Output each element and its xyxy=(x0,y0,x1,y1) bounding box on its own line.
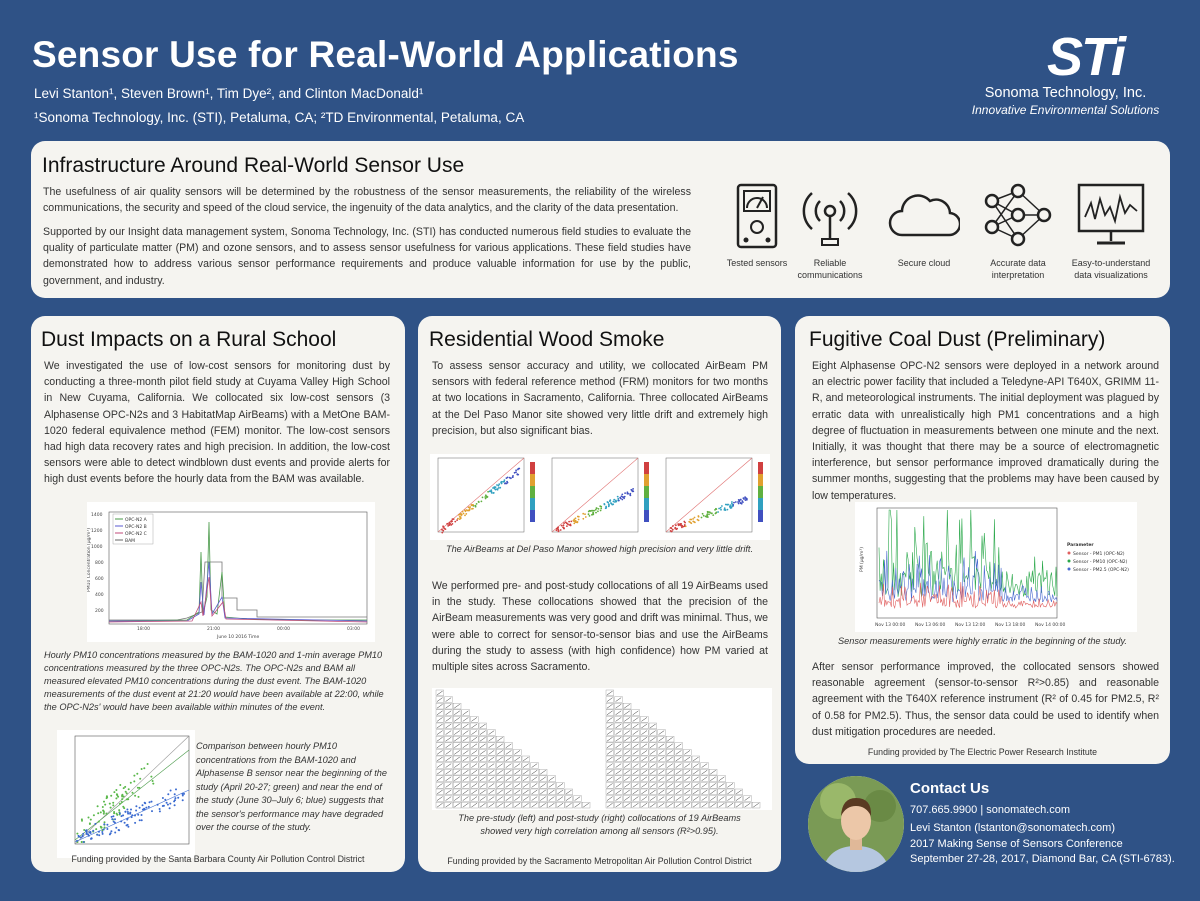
svg-text:600: 600 xyxy=(95,577,104,582)
icon-label: Reliable communications xyxy=(797,258,863,280)
authors: Levi Stanton¹, Steven Brown¹, Tim Dye², and Clinton MacDonald¹ xyxy=(34,86,424,101)
collocation-matrix-panel xyxy=(436,690,590,808)
svg-text:Nov 13 12:00: Nov 13 12:00 xyxy=(955,623,986,628)
collocation-matrix-figure xyxy=(432,688,772,810)
infrastructure-title: Infrastructure Around Real-World Sensor Use xyxy=(42,154,465,177)
monitor-chart-icon xyxy=(1075,181,1147,253)
affiliations: ¹Sonoma Technology, Inc. (STI), Petaluma, CA; ²TD Environmental, Petaluma, CA xyxy=(34,110,525,125)
presenter-photo xyxy=(808,776,904,872)
multimeter-icon xyxy=(732,183,782,253)
dust-chart-xlabel: June 10 2016 Time xyxy=(217,635,260,640)
dust-caption-2: Comparison between hourly PM10 concentrations from the BAM-1020 and Alphasense B sensor near the beginning of the study (April 20-27; green) and near the end of the study (June 30–July 6; blue) suggests that the sensor's performance may have degraded over the course of the study. xyxy=(196,741,388,832)
dust-chart-ylabel: PM10 Concentration (µg/m³) xyxy=(87,528,92,592)
contact-person[interactable]: Levi Stanton (lstanton@sonomatech.com) xyxy=(910,822,1115,834)
tested-sensors-item xyxy=(717,183,797,269)
data-visualization-item xyxy=(1067,181,1155,281)
airbeam-scatter-panel xyxy=(666,458,763,532)
svg-text:BAM: BAM xyxy=(125,539,136,544)
wood-caption-2: The pre-study (left) and post-study (right) collocations of 19 AirBeams showed very high correlation among all sensors (R²>0.95). xyxy=(458,813,741,836)
dust-title: Dust Impacts on a Rural School xyxy=(41,328,337,351)
icon-label: Accurate data interpretation xyxy=(990,258,1046,280)
icon-label: Easy-to-understand data visualizations xyxy=(1071,258,1151,280)
airbeam-scatter-panel xyxy=(438,458,535,534)
icon-label: Secure cloud xyxy=(897,258,951,268)
collocation-matrix-panel xyxy=(606,690,760,808)
wood-text-2: We performed pre- and post-study collocations of all 19 AirBeams used in the study. These collocations showed that the precision of the AirBeam measurements was very good and drift was minimal. Thus, we were able to correct for sensor-to-sensor bias and use the AirBeams during the study to assess (with high confidence) how PM varied at multiple sites across Sacramento. xyxy=(432,580,768,674)
dust-funding: Funding provided by the Santa Barbara County Air Pollution Control District xyxy=(71,854,365,864)
wood-funding: Funding provided by the Sacramento Metropolitan Air Pollution Control District xyxy=(447,856,752,866)
contact-title: Contact Us xyxy=(910,780,990,797)
svg-text:Nov 13 00:00: Nov 13 00:00 xyxy=(875,623,906,628)
svg-text:OPC-N2 B: OPC-N2 B xyxy=(125,525,147,530)
logo-mark: STi xyxy=(1046,27,1125,87)
poster-title: Sensor Use for Real-World Applications xyxy=(32,34,739,75)
contact-date: September 27-28, 2017, Diamond Bar, CA (STI-6783). xyxy=(910,853,1175,865)
svg-text:1000: 1000 xyxy=(91,545,103,550)
svg-text:Sensor - PM1 (OPC-N2): Sensor - PM1 (OPC-N2) xyxy=(1073,552,1125,557)
svg-text:400: 400 xyxy=(95,593,104,598)
svg-text:Nov 13 06:00: Nov 13 06:00 xyxy=(915,623,946,628)
contact-conference: 2017 Making Sense of Sensors Conference xyxy=(910,838,1123,850)
dust-timeseries-chart xyxy=(87,502,375,642)
infrastructure-paragraph-1: The usefulness of air quality sensors will be determined by the robustness of the sensor measurements, the reliability of the wireless communications, the security and speed of the cloud service, the ingenuity of the data analytics, and the clarity of the data presentation. xyxy=(43,186,691,215)
svg-text:1400: 1400 xyxy=(91,513,103,518)
svg-text:00:00: 00:00 xyxy=(277,627,290,632)
wood-text-1: To assess sensor accuracy and utility, we collocated AirBeam PM sensors with federal reference method (FRM) monitors for two months at two locations in Sacramento, California. Three collocated AirBeams at the Del Paso Manor site showed very little drift and extremely high precision, but also significant bias. xyxy=(432,360,768,437)
logo-company-name: Sonoma Technology, Inc. xyxy=(984,85,1147,101)
svg-text:1200: 1200 xyxy=(91,529,103,534)
svg-text:OPC-N2 A: OPC-N2 A xyxy=(125,518,147,523)
collocation-matrix-charts xyxy=(432,688,772,810)
coal-timeseries-chart xyxy=(855,502,1137,632)
contact-phone-web[interactable]: 707.665.9900 | sonomatech.com xyxy=(910,804,1071,816)
svg-text:Nov 14 00:00: Nov 14 00:00 xyxy=(1035,623,1066,628)
coal-chart-legend xyxy=(1067,542,1129,573)
accurate-data-item xyxy=(978,183,1058,281)
dust-text: We investigated the use of low-cost sensors for monitoring dust by conducting a three-month pilot field study at Cuyama Valley High School in New Cuyama, California. We collocated six low-cost sensors (3 Alphasense OPC-N2s and 3 HabitatMap AirBeams) with a MetOne BAM-1020 federal equivalence method (FEM) monitor. The low-cost sensors had high data recovery rates and high precision. In addition, the low-cost sensors were able to detect windblown dust events and provide alerts for high dust events before the hourly data from the BAM was available. xyxy=(44,360,390,486)
dust-scatter-figure xyxy=(57,730,195,858)
svg-text:03:00: 03:00 xyxy=(347,627,360,632)
infrastructure-panel xyxy=(31,141,1170,298)
svg-text:Sensor - PM2.5 (OPC-N2): Sensor - PM2.5 (OPC-N2) xyxy=(1073,568,1129,573)
coal-dust-panel xyxy=(795,316,1170,764)
svg-text:21:00: 21:00 xyxy=(207,627,220,632)
wood-title: Residential Wood Smoke xyxy=(429,328,665,351)
dust-chart-legend xyxy=(113,514,153,544)
wood-caption-1: The AirBeams at Del Paso Manor showed high precision and very little drift. xyxy=(445,544,754,554)
svg-text:18:00: 18:00 xyxy=(137,627,150,632)
neural-network-icon xyxy=(982,183,1054,253)
svg-text:Nov 13 18:00: Nov 13 18:00 xyxy=(995,623,1026,628)
dust-panel xyxy=(31,316,405,872)
svg-text:PM (µg/m³): PM (µg/m³) xyxy=(860,547,865,572)
antenna-icon xyxy=(800,183,860,253)
wood-smoke-panel xyxy=(418,316,781,872)
coal-text-1: Eight Alphasense OPC-N2 sensors were deployed in a network around an electric power facility that included a Teledyne-API T640X, GRIMM 11-R, and meteorological instruments. The initial deployment was plagued by erratic data with unrealistically high PM1 concentrations and a high degree of fluctuation in measurements between one minute and the next. Initially, it was thought that there may be a source of electromagnetic interference, but sensor performance improved dramatically during the summer months, suggesting that the problems may have been caused by low temperatures. xyxy=(812,360,1159,502)
coal-caption: Sensor measurements were highly erratic in the beginning of the study. xyxy=(838,636,1127,646)
reliable-communications-item xyxy=(790,183,870,281)
coal-series-line xyxy=(879,510,1057,597)
svg-text:Sensor - PM10 (OPC-N2): Sensor - PM10 (OPC-N2) xyxy=(1073,560,1128,565)
coal-text-2: After sensor performance improved, the collocated sensors showed reasonable agreement (sensor-to-sensor R²>0.85) and reasonable agreement with the T640X reference instrument (R² of 0.45 for PM2.5, R² of 0.58 for PM2.5). Thus, the sensor data could be used to identify when dust mitigation procedures are needed. xyxy=(812,661,1159,738)
airbeam-scatter-charts xyxy=(430,454,770,540)
coal-title: Fugitive Coal Dust (Preliminary) xyxy=(809,328,1106,351)
dust-caption-1: Hourly PM10 concentrations measured by the BAM-1020 and 1-min average PM10 concentrations measured by the three OPC-N2s. The OPC-N2s and BAM all measured elevated PM10 concentrations during the dust event. The BAM-1020 measurements of the dust event at 21:20 would have been available at 22:00, while the OPC-N2s' would have been available within minutes of the event. xyxy=(44,650,384,712)
logo-tagline: Innovative Environmental Solutions xyxy=(971,103,1160,117)
dust-scatter-chart xyxy=(57,730,195,858)
cloud-icon xyxy=(888,183,960,253)
icon-label: Tested sensors xyxy=(726,258,788,268)
coal-timeseries-figure xyxy=(855,502,1137,632)
svg-text:800: 800 xyxy=(95,561,104,566)
airbeam-scatter-panel xyxy=(552,458,649,532)
coal-funding: Funding provided by The Electric Power Research Institute xyxy=(867,747,1098,757)
svg-text:OPC-N2 C: OPC-N2 C xyxy=(125,532,147,537)
svg-text:200: 200 xyxy=(95,609,104,614)
svg-text:Parameter: Parameter xyxy=(1067,543,1094,548)
dust-timeseries-figure xyxy=(87,502,375,642)
sti-logo xyxy=(958,27,1173,120)
dust-scatter-points xyxy=(76,763,185,843)
infrastructure-paragraph-2: Supported by our Insight data management system, Sonoma Technology, Inc. (STI) has conducted numerous field studies to evaluate the quality of particulate matter (PM) and ozone sensors, and to assess sensor usefulness for various applications. These field studies have demonstrated how to address various sensor performance requirements and produce valuable information for use by the public, government, and industry. xyxy=(43,226,691,287)
secure-cloud-item xyxy=(884,183,964,269)
airbeam-scatter-figure xyxy=(430,454,770,540)
